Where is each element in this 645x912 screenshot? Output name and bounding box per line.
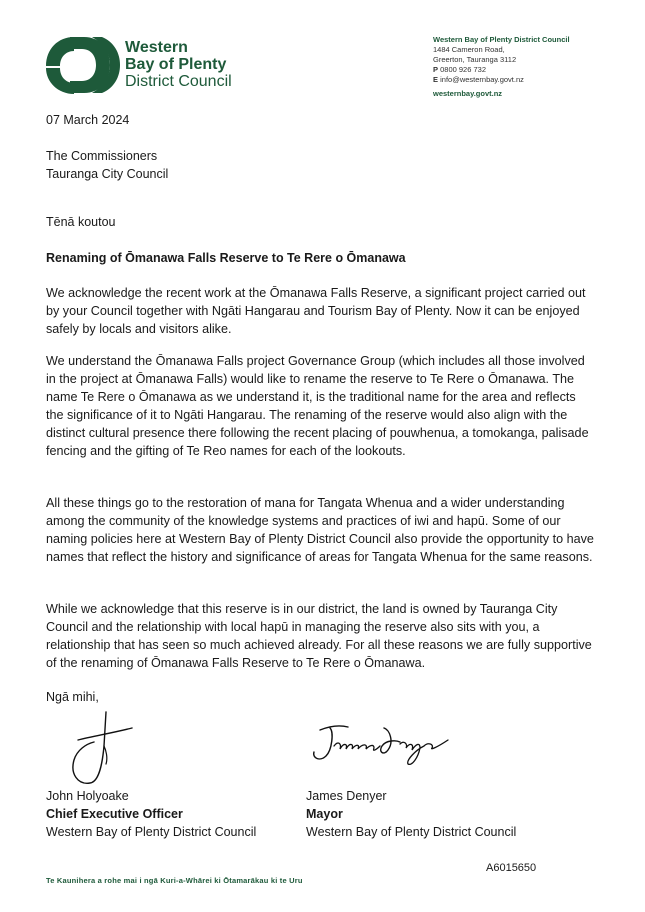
logo-line-1: Western	[125, 39, 188, 56]
signatory-1	[46, 787, 256, 841]
signatory-1-role: Chief Executive Officer	[46, 807, 183, 821]
signatory-1-org: Western Bay of Plenty District Council	[46, 825, 257, 839]
logo-line-3: District Council	[125, 73, 232, 90]
greeting: Tēnā koutou	[46, 215, 116, 229]
council-logo-mark-icon	[46, 36, 120, 94]
signatory-2	[306, 787, 516, 841]
recipient-line-2: Tauranga City Council	[46, 167, 169, 181]
subject-line: Renaming of Ōmanawa Falls Reserve to Te Rere o Ōmanawa	[46, 251, 406, 265]
council-logo	[46, 36, 286, 98]
signature-john-holyoake-icon	[60, 706, 140, 788]
signatory-2-role: Mayor	[306, 807, 343, 821]
contact-block	[433, 35, 570, 99]
email-label: E	[433, 75, 439, 84]
signatory-2-org: Western Bay of Plenty District Council	[306, 825, 517, 839]
signature-james-denyer-icon	[308, 722, 458, 770]
paragraph-2: We understand the Ōmanawa Falls project Governance Group (which includes all those involved in the project at Ōmanawa Falls) would like to rename the reserve to Te Rere o Ōmanawa. The name Te Rere o Ōmanawa as we understand it, is the traditional name for the area and reflects the significance of it to Ngāti Hangarau. The renaming of the reserve would also align with the distinct cultural presence there following the recent placing of pouwhenua, a tomokanga, palisade fencing and the gifting of Te Reo names for each of the lookouts.	[46, 354, 589, 458]
contact-email: info@westernbay.govt.nz	[440, 75, 524, 84]
contact-address-1: 1484 Cameron Road,	[433, 45, 505, 54]
phone-label: P	[433, 65, 439, 74]
signoff: Ngā mihi,	[46, 690, 99, 704]
document-reference: A6015650	[486, 862, 537, 874]
contact-phone-row	[433, 65, 570, 75]
recipient-line-1: The Commissioners	[46, 149, 158, 163]
contact-address-2: Greerton, Tauranga 3112	[433, 55, 517, 64]
logo-line-2: Bay of Plenty	[125, 56, 227, 73]
paragraph-3: All these things go to the restoration of mana for Tangata Whenua and a wider understanding among the community of the knowledge systems and practices of iwi and hapū. Some of our naming policies here at Western Bay of Plenty District Council also provide the opportunity to have names that reflect the history and significance of areas for Tangata Whenua for the same reasons.	[46, 496, 594, 564]
signatory-1-name: John Holyoake	[46, 789, 129, 803]
contact-org: Western Bay of Plenty District Council	[433, 35, 570, 44]
letter-date: 07 March 2024	[46, 113, 130, 127]
contact-email-row	[433, 75, 570, 85]
contact-website: westernbay.govt.nz	[433, 89, 503, 98]
footer-tagline: Te Kaunihera a rohe mai i ngā Kuri-a-Whārei ki Ōtamarākau ki te Uru	[46, 876, 303, 885]
council-logo-text	[125, 39, 232, 90]
signatory-2-name: James Denyer	[306, 789, 387, 803]
paragraph-1: We acknowledge the recent work at the Ōmanawa Falls Reserve, a significant project carried out by your Council together with Ngāti Hangarau and Tourism Bay of Plenty. Now it can be enjoyed safely by locals and visitors alike.	[46, 286, 586, 336]
contact-phone: 0800 926 732	[440, 65, 486, 74]
paragraph-4: While we acknowledge that this reserve is in our district, the land is owned by Tauranga City Council and the relationship with local hapū in managing the reserve also sits with you, a relationship that has seen so much achieved already. For all these reasons we are fully supportive of the renaming of Ōmanawa Falls Reserve to Te Rere o Ōmanawa.	[46, 602, 592, 670]
